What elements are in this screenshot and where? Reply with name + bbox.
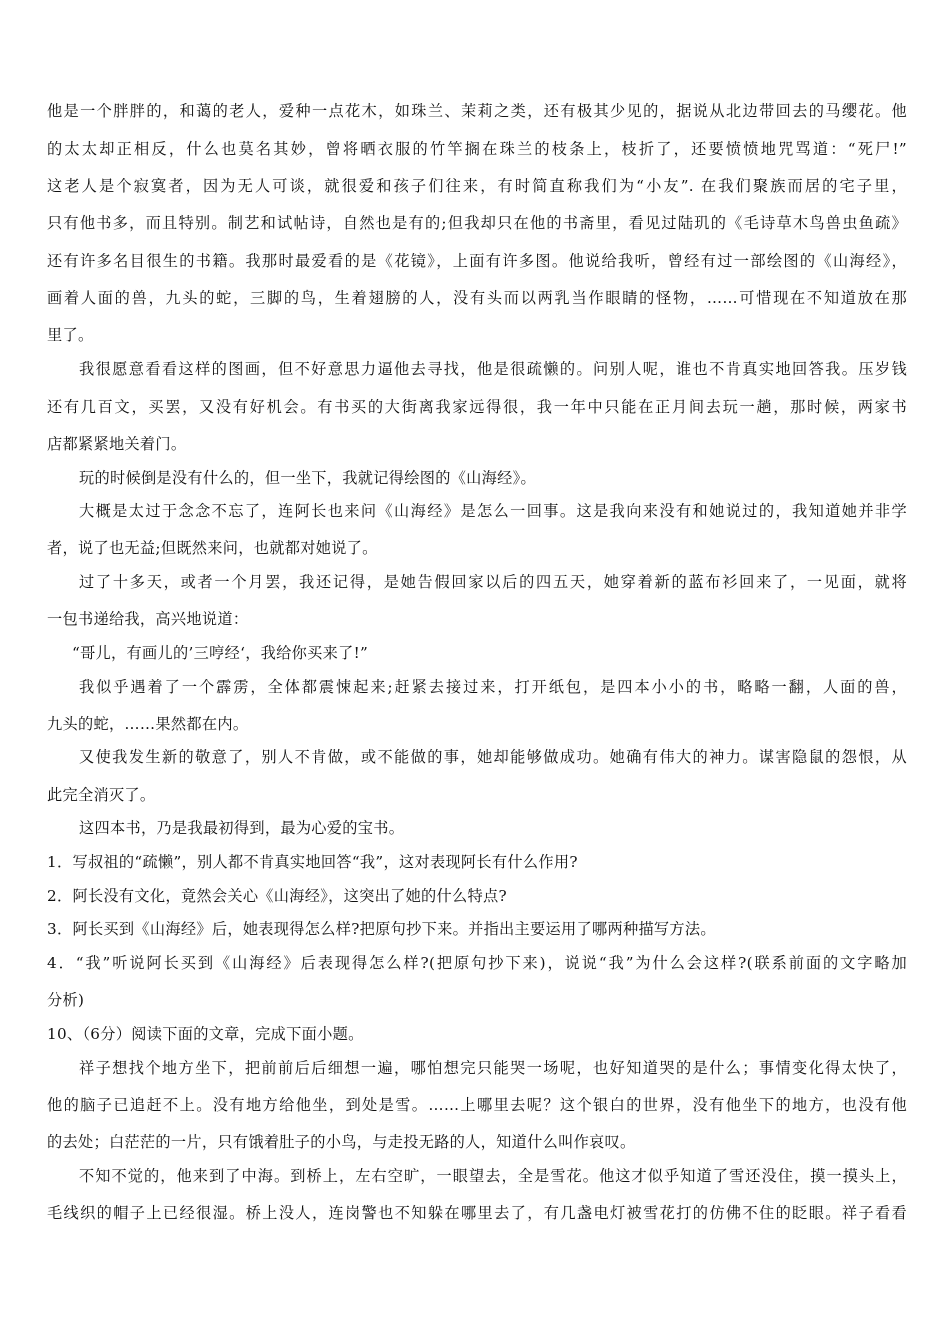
text-line: 这老人是个寂寞者，因为无人可谈，就很爱和孩子们往来，有时简直称我们为“小友”. 在我们聚族而居的宅子里， bbox=[47, 177, 907, 195]
text-line: 大概是太过于念念不忘了，连阿长也来问《山海经》是怎么一回事。这是我向来没有和她说过的，我知道她并非学 bbox=[79, 502, 907, 520]
text-line: 他的脑子已追赶不上。没有地方给他坐，到处是雪。……上哪里去呢？这个银白的世界，没有他坐下的地方，也没有他 bbox=[47, 1096, 907, 1114]
text-line: 一包书递给我，高兴地说道： bbox=[47, 610, 249, 628]
section-heading: 10、（6分）阅读下面的文章，完成下面小题。 bbox=[47, 1025, 364, 1043]
text-line: 祥子想找个地方坐下，把前前后后细想一遍，哪怕想完只能哭一场呢，也好知道哭的是什么；事情变化得太快了， bbox=[79, 1059, 907, 1077]
text-line: 此完全消灭了。 bbox=[47, 786, 156, 804]
text-line: 还有许多名目很生的书籍。我那时最爱看的是《花镜》，上面有许多图。他说给我听，曾经有过一部绘图的《山海经》， bbox=[47, 252, 907, 270]
text-line: “哥儿，有画儿的’三哼经‘，我给你买来了!” bbox=[72, 644, 369, 662]
question-2: 2．阿长没有文化，竟然会关心《山海经》，这突出了她的什么特点? bbox=[47, 887, 507, 905]
text-line: 里了。 bbox=[47, 326, 94, 344]
question-4-cont: 分析) bbox=[47, 991, 85, 1009]
text-line: 他是一个胖胖的，和蔼的老人，爱种一点花木，如珠兰、茉莉之类，还有极其少见的，据说从北边带回去的马缨花。他 bbox=[47, 102, 907, 120]
text-line: 不知不觉的，他来到了中海。到桥上，左右空旷，一眼望去，全是雪花。他这才似乎知道了雪还没住，摸一摸头上， bbox=[79, 1167, 907, 1185]
text-line: 我似乎遇着了一个霹雳，全体都震悚起来;赶紧去接过来，打开纸包，是四本小小的书，略略一翻，人面的兽， bbox=[79, 678, 907, 696]
text-line: 九头的蛇，……果然都在内。 bbox=[47, 715, 249, 733]
question-1: 1．写叔祖的“疏懒”，别人都不肯真实地回答“我”，这对表现阿长有什么作用? bbox=[47, 853, 578, 871]
text-line: 我很愿意看看这样的图画，但不好意思力逼他去寻找，他是很疏懒的。问别人呢，谁也不肯真实地回答我。压岁钱 bbox=[79, 360, 907, 378]
text-line: 画着人面的兽，九头的蛇，三脚的鸟，生着翅膀的人，没有头而以两乳当作眼睛的怪物，……可惜现在不知道放在那 bbox=[47, 289, 907, 307]
text-line: 只有他书多，而且特别。制艺和试帖诗，自然也是有的;但我却只在他的书斋里，看见过陆玑的《毛诗草木鸟兽虫鱼疏》 bbox=[47, 214, 907, 232]
text-line: 这四本书，乃是我最初得到，最为心爱的宝书。 bbox=[79, 819, 405, 837]
text-line: 毛线织的帽子上已经很湿。桥上没人，连岗警也不知躲在哪里去了，有几盏电灯被雪花打的仿佛不住的眨眼。祥子看看 bbox=[47, 1204, 907, 1222]
text-line: 的去处；白茫茫的一片，只有饿着肚子的小鸟，与走投无路的人，知道什么叫作哀叹。 bbox=[47, 1133, 636, 1151]
question-3: 3．阿长买到《山海经》后，她表现得怎么样?把原句抄下来。并指出主要运用了哪两种描写方法。 bbox=[47, 920, 716, 938]
question-4: 4．“我”听说阿长买到《山海经》后表现得怎么样?(把原句抄下来)，说说“我”为什么会这样?(联系前面的文字略加 bbox=[47, 954, 907, 972]
text-line: 者，说了也无益;但既然来问，也就都对她说了。 bbox=[47, 539, 378, 557]
text-line: 的太太却正相反，什么也莫名其妙，曾将晒衣服的竹竿搁在珠兰的枝条上，枝折了，还要愤愤地咒骂道：“死尸!” bbox=[47, 140, 907, 158]
text-line: 又使我发生新的敬意了，别人不肯做，或不能做的事，她却能够做成功。她确有伟大的神力。谋害隐鼠的怨恨，从 bbox=[79, 748, 907, 766]
text-line: 还有几百文，买罢，又没有好机会。有书买的大街离我家远得很，我一年中只能在正月间去玩一趟，那时候，两家书 bbox=[47, 398, 907, 416]
text-line: 玩的时候倒是没有什么的，但一坐下，我就记得绘图的《山海经》。 bbox=[79, 469, 537, 487]
text-line: 店都紧紧地关着门。 bbox=[47, 435, 187, 453]
text-line: 过了十多天，或者一个月罢，我还记得，是她告假回家以后的四五天，她穿着新的蓝布衫回来了，一见面，就将 bbox=[79, 573, 907, 591]
